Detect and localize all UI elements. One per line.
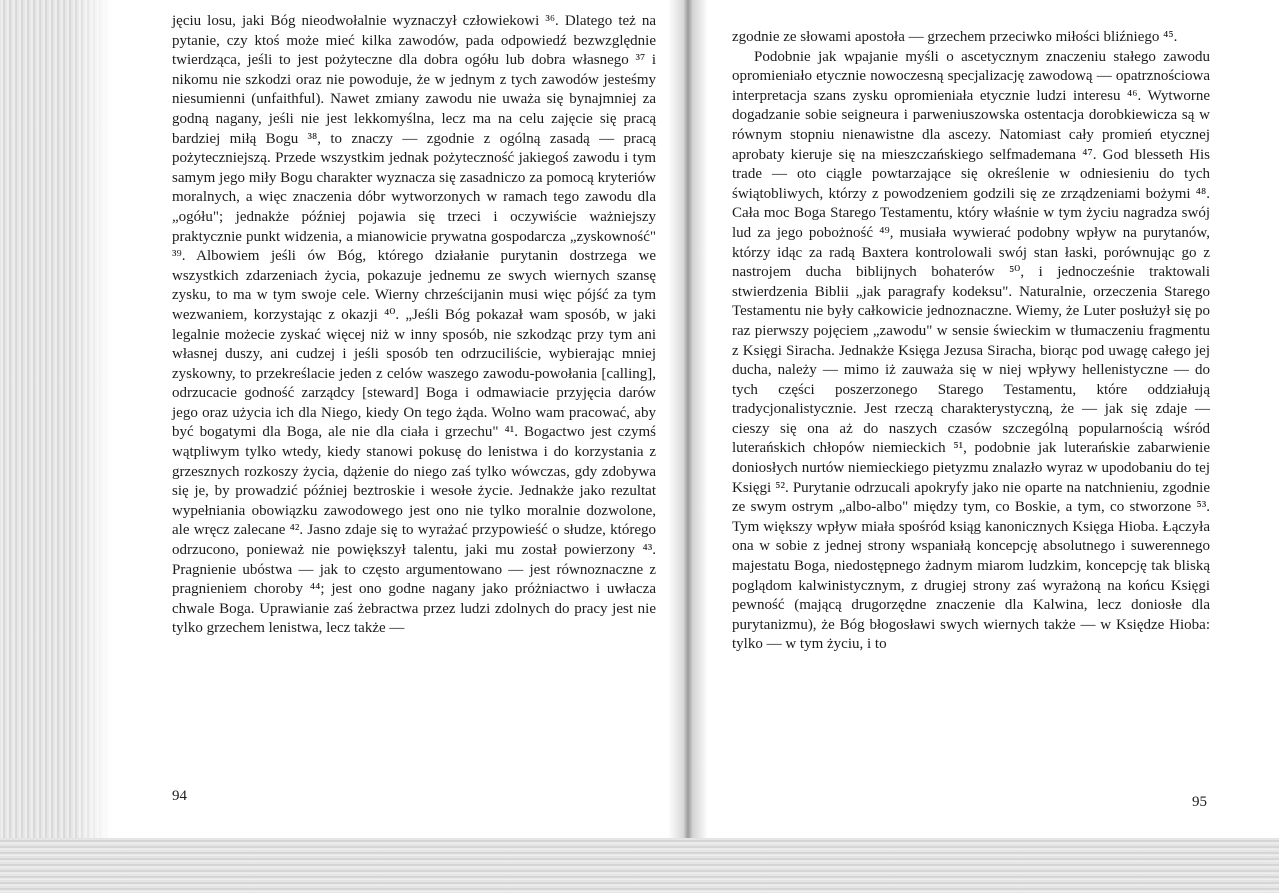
left-page-number: 94 xyxy=(172,788,187,804)
left-page xyxy=(172,12,656,639)
right-page-paragraph-1: zgodnie ze słowami apostoła — grzechem przeciwko miłości bliźniego ⁴⁵. xyxy=(732,29,1178,45)
right-page-paragraph-2: Podobnie jak wpajanie myśli o ascetycznym znaczeniu stałego zawodu opromieniało etycznie nowoczesną specjalizację zawodową — opatrznościowa interpretacja szans zysku opromieniała etycznie ludzi interesu ⁴⁶. Wytworne dogadzanie sobie seigneura i parweniuszowska ostentacja dorobkiewicza są w równym stopniu nienawistne dla ascezy. Natomiast cały promień etycznej aprobaty kieruje się na mieszczańskiego selfmademana ⁴⁷. God blesseth His trade — oto ciągle powtarzające się określenie w odniesieniu do tych świątobliwych, którzy z powodzeniem godzili się ze zrządzeniami bożymi ⁴⁸. Cała moc Boga Starego Testamentu, który właśnie w tym życiu nagradza swój lud za jego pobożność ⁴⁹, musiała wywierać podobny wpływ na purytanów, którzy idąc za radą Baxtera kontrolowali swój stan łaski, porównując go z nastrojem ducha biblijnych bohaterów ⁵⁰, i jednocześnie traktowali stwierdzenia Biblii „jak paragrafy kodeksu". Naturalnie, orzeczenia Starego Testamentu nie były całkowicie jednoznaczne. Wiemy, że Luter posłużył się po raz pierwszy pojęciem „zawodu" w sensie świeckim w tłumaczeniu fragmentu z Księgi Siracha. Jednakże Księga Jezusa Siracha, biorąc pod uwagę całego jej ducha, należy — mimo iż zauważa się w niej wpływy hellenistyczne — do tych części poszerzonego Starego Testamentu, które oddziałują tradycjonalistycznie. Jest rzeczą charakterystyczną, że — jak się zdaje — cieszy się ona aż do naszych czasów szczególną popularnością wśród luterańskich chłopów niemieckich ⁵¹, podobnie jak luterańskie zabarwienie doniosłych nurtów niemieckiego pietyzmu znalazło wyraz w upodobaniu do tej Księgi ⁵². Purytanie odrzucali apokryfy jako nie oparte na natchnieniu, zgodnie ze swym ostrym „albo-albo" między tym, co Boskie, a tym, co stworzone ⁵³. Tym większy wpływ miała spośród ksiąg kanonicznych Księga Hioba. Łączyła ona w sobie z jednej strony wspaniałą koncepcję absolutnego i suwerennego majestatu Boga, niedostępnego żadnym miarom ludzkim, koncepcję tak bliską poglądom kalwinistycznym, z drugiej strony zaś wyrażoną na końcu Księgi pewność (mającą drugorzędne znaczenie dla Kalwina, lecz doniosłe dla purytanizmu), że Bóg błogosławi swych wiernych także — w Księdze Hioba: tylko — w tym życiu, i to xyxy=(732,48,1210,653)
book-gutter xyxy=(668,0,708,893)
right-page xyxy=(732,28,1210,655)
page-stack-edge-left xyxy=(0,0,112,893)
right-page-number: 95 xyxy=(1192,794,1207,810)
left-page-paragraph-1: jęciu losu, jaki Bóg nieodwołalnie wyznaczył człowiekowi ³⁶. Dlatego też na pytanie, czy ktoś może mieć kilka zawodów, pada odpowiedź bezwzględnie twierdząca, jeśli to jest pożyteczne dla dobra ogółu lub dobra własnego ³⁷ i nikomu nie szkodzi oraz nie powoduje, że w jednym z tych zawodów jesteśmy niesumienni (unfaithful). Nawet zmiany zawodu nie uważa się bynajmniej za godną nagany, jeśli nie jest lekkomyślna, lecz ma na celu zajęcie się pracą bardziej miłą Bogu ³⁸, to znaczy — zgodnie z ogólną zasadą — pracą pożyteczniejszą. Przede wszystkim jednak pożyteczność jakiegoś zawodu i tym samym jego miły Bogu charakter wyznacza się zasadniczo za pomocą kryteriów moralnych, a więc znaczenia dóbr wytworzonych w ramach tego zawodu dla „ogółu"; jednakże później pojawia się trzeci i oczywiście ważniejszy praktycznie punkt widzenia, a mianowicie prywatna gospodarcza „zyskowność" ³⁹. Albowiem jeśli ów Bóg, którego działanie purytanin dostrzega we wszystkich zdarzeniach życia, pokazuje jednemu ze swych wiernych szansę zysku, to ma w tym swoje cele. Wierny chrześcijanin musi więc pójść za tym wezwaniem, korzystając z okazji ⁴⁰. „Jeśli Bóg pokazał wam sposób, w jaki legalnie możecie zyskać więcej niż w inny sposób, nie szkodząc przy tym ani własnej duszy, ani cudzej i jeśli sposób ten odrzuciliście, wybierając mniej zyskowny, to przekreślacie jeden z celów waszego zawodu-powołania [calling], odrzucacie godność zarządcy [steward] Boga i odmawiacie przyjęcia darów jego oraz użycia ich dla Niego, kiedy On tego żąda. Wolno wam pracować, aby być bogatymi dla Boga, ale nie dla ciała i grzechu" ⁴¹. Bogactwo jest czymś wątpliwym tylko wtedy, kiedy stanowi pokusę do lenistwa i do korzystania z grzesznych rozkoszy życia, dążenie do niego zaś tylko wówczas, gdy zdobywa się je, by prowadzić później beztroskie i wesołe życie. Jednakże jako rezultat wypełniania obowiązku zawodowego jest ono nie tylko moralnie dozwolone, ale wręcz zalecane ⁴². Jasno zdaje się to wyrażać przypowieść o słudze, którego odrzucono, ponieważ nie powiększył talentu, jaki mu został powierzony ⁴³. Pragnienie ubóstwa — jak to często argumentowano — jest równoznaczne z pragnieniem choroby ⁴⁴; jest ono godne nagany jako próżniactwo i uwłacza chwale Boga. Uprawianie zaś żebractwa przez ludzi zdolnych do pracy jest nie tylko grzechem lenistwa, lecz także — xyxy=(172,13,656,637)
page-stack-edge-bottom xyxy=(0,838,1279,893)
